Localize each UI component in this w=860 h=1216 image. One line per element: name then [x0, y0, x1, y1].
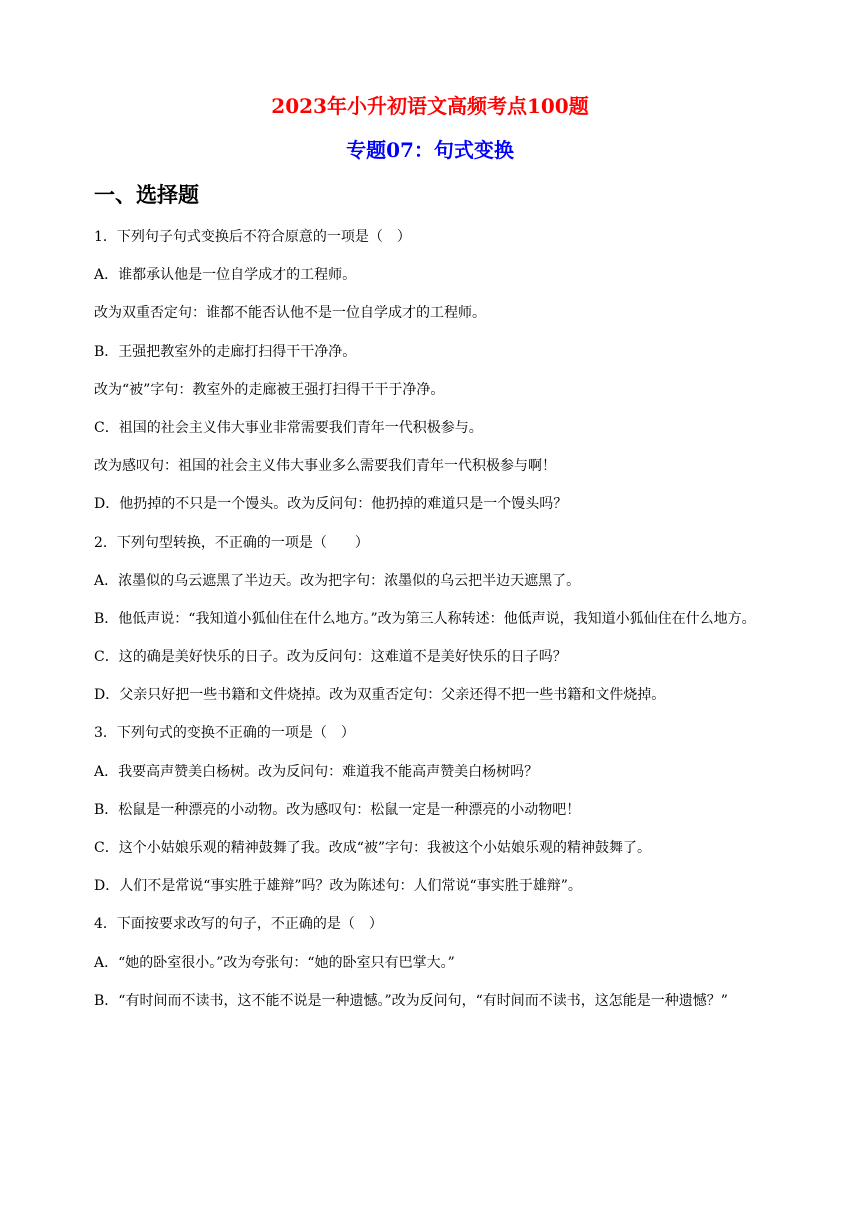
option-line: B．松鼠是一种漂亮的小动物。改为感叹句：松鼠一定是一种漂亮的小动物吧！ — [94, 801, 581, 818]
document-subtitle: 专题07：句式变换 — [346, 138, 514, 162]
option-line: D．人们不是常说“事实胜于雄辩”吗？改为陈述句：人们常说“事实胜于雄辩”。 — [94, 878, 582, 895]
section-heading: 一、选择题 — [94, 183, 199, 207]
option-line: 改为双重否定句：谁都不能否认他不是一位自学成才的工程师。 — [94, 305, 486, 322]
document-title: 2023年小升初语文高频考点100题 — [271, 94, 589, 118]
option-line: 改为“被”字句：教室外的走廊被王强打扫得干干于净净。 — [94, 381, 445, 398]
option-line: A．“她的卧室很小。”改为夸张句：“她的卧室只有巴掌大。” — [94, 954, 455, 971]
question-stem: 4．下面按要求改写的句子，不正确的是（ ） — [94, 916, 383, 933]
option-line: B．他低声说：“我知道小狐仙住在什么地方。”改为第三人称转述：他低声说，我知道小狐仙住在什么地方。 — [94, 611, 756, 628]
option-line: A．谁都承认他是一位自学成才的工程师。 — [94, 267, 357, 284]
option-line: C．这个小姑娘乐观的精神鼓舞了我。改成“被”字句：我被这个小姑娘乐观的精神鼓舞了。 — [94, 840, 652, 857]
option-line: A．我要高声赞美白杨树。改为反问句：难道我不能高声赞美白杨树吗？ — [94, 763, 539, 780]
option-line: D．父亲只好把一些书籍和文件烧掉。改为双重否定句：父亲还得不把一些书籍和文件烧掉。 — [94, 687, 666, 704]
question-stem: 3．下列句式的变换不正确的一项是（ ） — [94, 725, 355, 742]
option-line: B．“有时间而不读书，这不能不说是一种遗憾。”改为反问句，“有时间而不读书，这怎能是一种遗憾？” — [94, 992, 728, 1009]
option-line: 改为感叹句：祖国的社会主义伟大事业多么需要我们青年一代积极参与啊！ — [94, 458, 556, 475]
question-stem: 1．下列句子句式变换后不符合原意的一项是（ ） — [94, 229, 411, 245]
question-list — [94, 228, 774, 1030]
option-line: D．他扔掉的不只是一个馒头。改为反问句：他扔掉的难道只是一个馒头吗？ — [94, 496, 568, 513]
option-line: A．浓墨似的乌云遮黑了半边天。改为把字句：浓墨似的乌云把半边天遮黑了。 — [94, 572, 581, 589]
question-stem: 2．下列句型转换，不正确的一项是（ ） — [94, 534, 369, 551]
option-line: B．王强把教室外的走廊打扫得干干净净。 — [94, 343, 357, 360]
option-line: C．这的确是美好快乐的日子。改为反问句：这难道不是美好快乐的日子吗？ — [94, 649, 567, 666]
option-line: C．祖国的社会主义伟大事业非常需要我们青年一代积极参与。 — [94, 419, 483, 436]
